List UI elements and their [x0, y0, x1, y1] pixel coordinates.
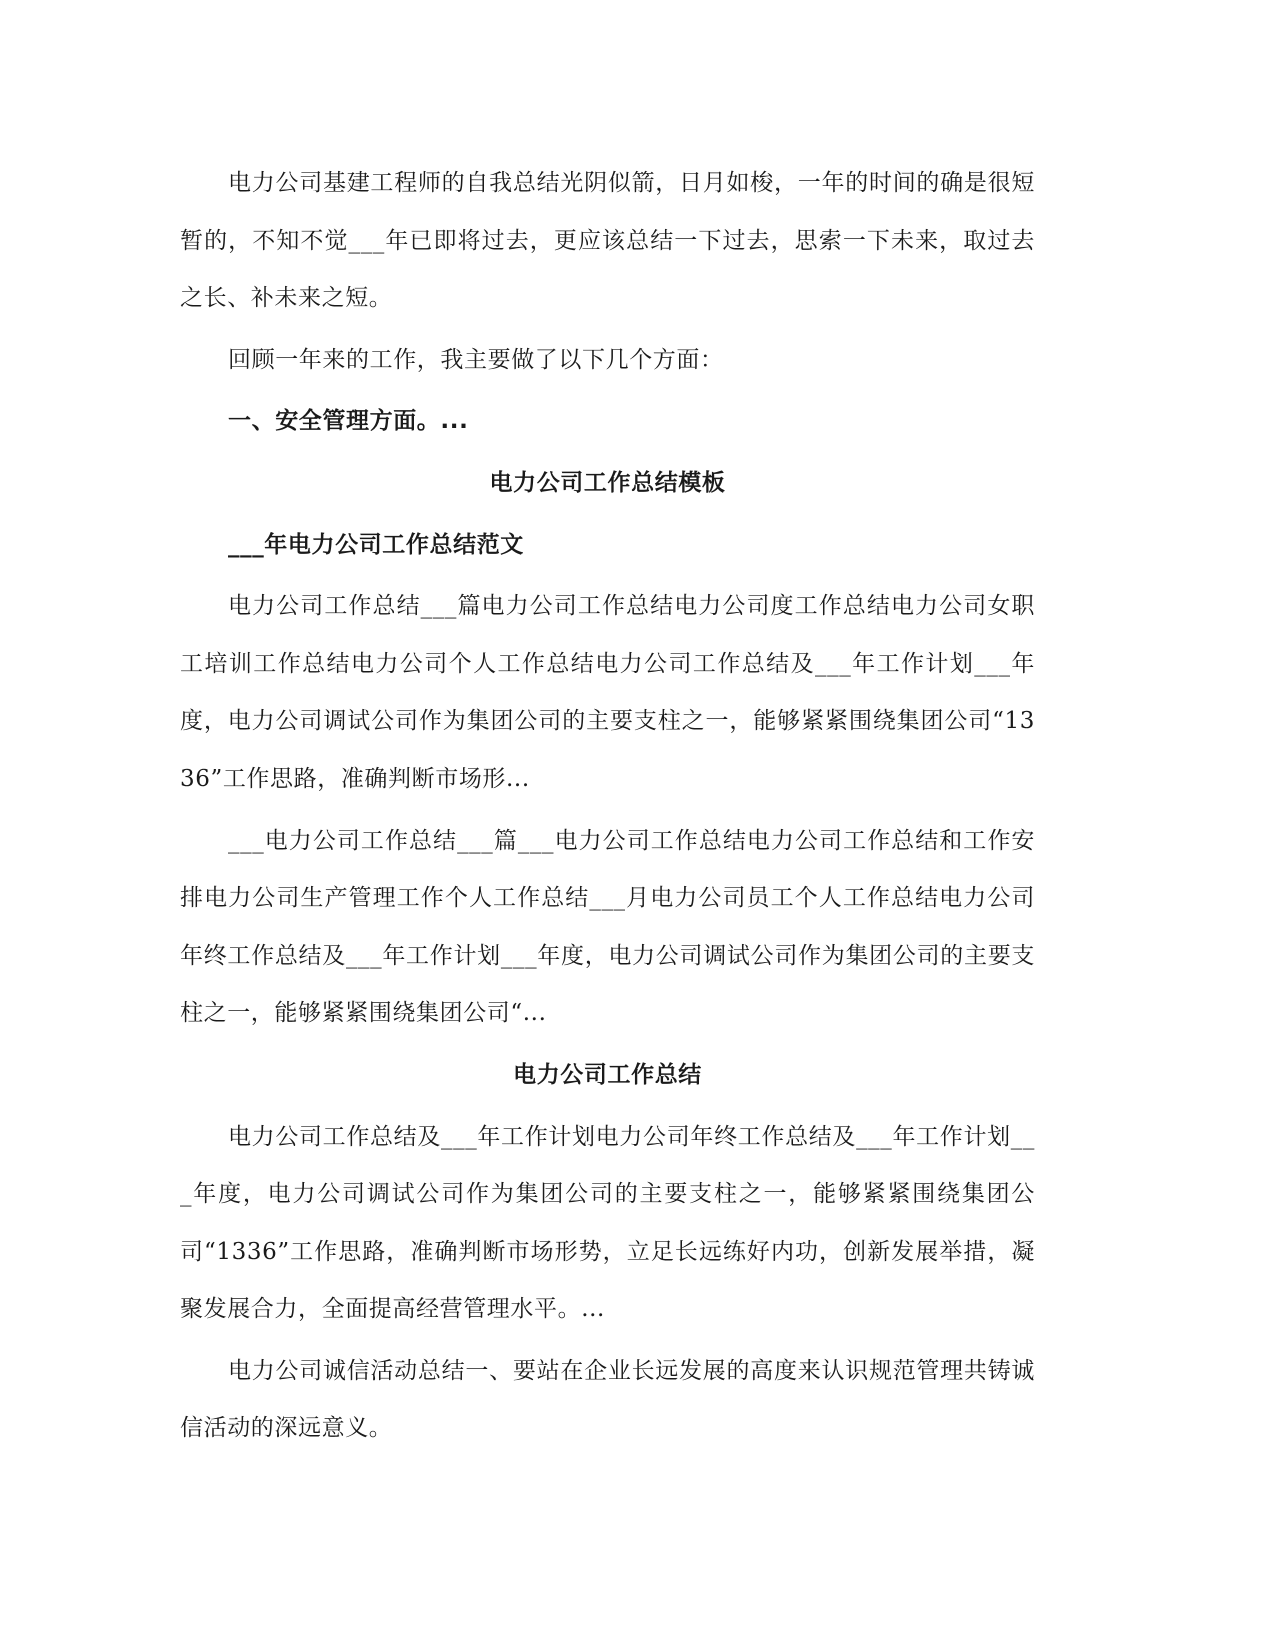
integrity-paragraph: 电力公司诚信活动总结一、要站在企业长远发展的高度来认识规范管理共铸诚信活动的深远意义。: [180, 1357, 1035, 1442]
section-title-template: 电力公司工作总结模板: [489, 469, 726, 496]
review-paragraph: 回顾一年来的工作，我主要做了以下几个方面：: [228, 346, 724, 373]
summary-paragraph-2: ___电力公司工作总结___篇___电力公司工作总结电力公司工作总结和工作安排电力公司生产管理工作个人工作总结___月电力公司员工个人工作总结电力公司年终工作总结及___年工作计划___年度，电力公司调试公司作为集团公司的主要支柱之一，能够紧紧围绕集团公司“...: [180, 827, 1035, 1027]
intro-paragraph: 电力公司基建工程师的自我总结光阴似箭，日月如梭，一年的时间的确是很短暂的，不知不觉___年已即将过去，更应该总结一下过去，思索一下未来，取过去之长、补未来之短。: [180, 170, 1035, 312]
summary-paragraph-3: 电力公司工作总结及___年工作计划电力公司年终工作总结及___年工作计划___年度，电力公司调试公司作为集团公司的主要支柱之一，能够紧紧围绕集团公司“1336”工作思路，准确判断市场形势，立足长远练好内功，创新发展举措，凝聚发展合力，全面提高经营管理水平。...: [180, 1123, 1035, 1323]
section-heading-safety: 一、安全管理方面。...: [228, 408, 469, 435]
summary-paragraph-1: 电力公司工作总结___篇电力公司工作总结电力公司度工作总结电力公司女职工培训工作总结电力公司个人工作总结电力公司工作总结及___年工作计划___年度，电力公司调试公司作为集团公司的主要支柱之一，能够紧紧围绕集团公司“1336”工作思路，准确判断市场形...: [180, 593, 1035, 792]
document-page: [180, 155, 1035, 1462]
subsection-heading-sample: ___年电力公司工作总结范文: [228, 531, 524, 558]
section-title-summary: 电力公司工作总结: [513, 1061, 702, 1088]
